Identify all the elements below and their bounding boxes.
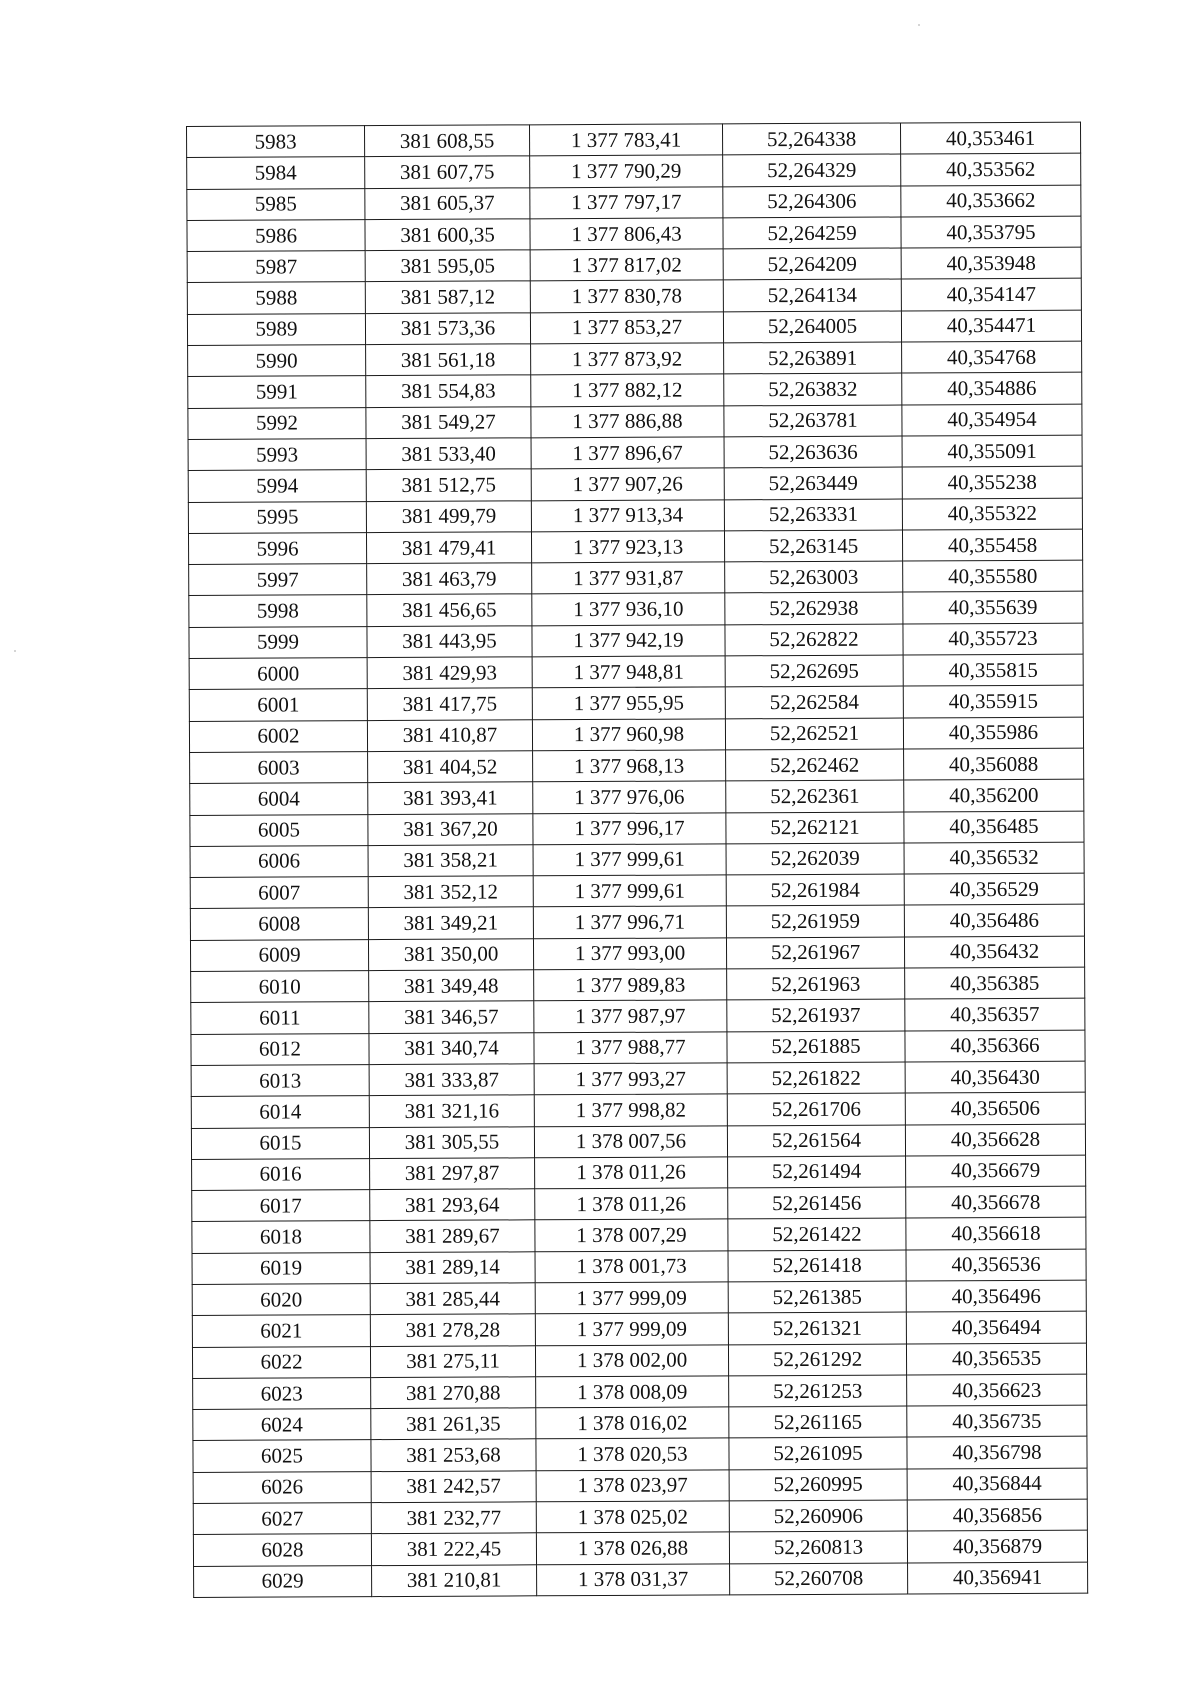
y-coordinate-cell: 1 378 007,29 [535, 1219, 728, 1251]
latitude-cell: 52,263145 [724, 530, 902, 562]
x-coordinate-cell: 381 595,05 [365, 250, 530, 282]
table-row [194, 1562, 1088, 1598]
latitude-cell: 52,264259 [723, 217, 901, 249]
table-row [187, 279, 1081, 315]
table-row [193, 1468, 1087, 1504]
latitude-cell: 52,264134 [723, 279, 901, 311]
latitude-cell: 52,261963 [727, 968, 905, 1000]
x-coordinate-cell: 381 499,79 [366, 500, 531, 532]
point-number-cell: 6022 [192, 1346, 370, 1378]
longitude-cell: 40,356618 [906, 1218, 1086, 1250]
y-coordinate-cell: 1 377 873,92 [531, 343, 724, 375]
point-number-cell: 6021 [192, 1315, 370, 1347]
table-row [191, 1030, 1085, 1066]
table-row [189, 654, 1083, 690]
y-coordinate-cell: 1 377 886,88 [531, 406, 724, 438]
table-row [188, 341, 1082, 377]
point-number-cell: 5984 [187, 157, 365, 189]
point-number-cell: 6024 [193, 1409, 371, 1441]
longitude-cell: 40,355815 [903, 654, 1083, 686]
y-coordinate-cell: 1 377 996,71 [533, 906, 726, 938]
x-coordinate-cell: 381 305,55 [369, 1126, 534, 1158]
latitude-cell: 52,262361 [726, 780, 904, 812]
latitude-cell: 52,261095 [729, 1437, 907, 1469]
table-row [188, 466, 1082, 502]
y-coordinate-cell: 1 377 790,29 [530, 155, 723, 187]
y-coordinate-cell: 1 377 931,87 [532, 562, 725, 594]
longitude-cell: 40,356529 [904, 873, 1084, 905]
point-number-cell: 6005 [190, 814, 368, 846]
latitude-cell: 52,263781 [724, 405, 902, 437]
longitude-cell: 40,355580 [903, 560, 1083, 592]
longitude-cell: 40,356494 [906, 1311, 1086, 1343]
longitude-cell: 40,356496 [906, 1280, 1086, 1312]
latitude-cell: 52,264338 [722, 123, 900, 155]
point-number-cell: 6007 [190, 877, 368, 909]
latitude-cell: 52,262695 [725, 655, 903, 687]
y-coordinate-cell: 1 377 999,09 [535, 1313, 728, 1345]
point-number-cell: 5990 [188, 345, 366, 377]
latitude-cell: 52,262822 [725, 624, 903, 656]
table-row [188, 498, 1082, 534]
point-number-cell: 5989 [187, 313, 365, 345]
x-coordinate-cell: 381 321,16 [369, 1095, 534, 1127]
point-number-cell: 6003 [190, 752, 368, 784]
table-row [193, 1499, 1087, 1535]
table-row [190, 842, 1084, 878]
y-coordinate-cell: 1 377 948,81 [532, 656, 725, 688]
longitude-cell: 40,356879 [907, 1530, 1087, 1562]
latitude-cell: 52,264329 [723, 154, 901, 186]
point-number-cell: 5997 [189, 564, 367, 596]
point-number-cell: 5995 [188, 501, 366, 533]
y-coordinate-cell: 1 377 817,02 [530, 249, 723, 281]
latitude-cell: 52,261564 [727, 1124, 905, 1156]
longitude-cell: 40,354886 [902, 373, 1082, 405]
x-coordinate-cell: 381 289,14 [370, 1251, 535, 1283]
x-coordinate-cell: 381 608,55 [365, 125, 530, 157]
point-number-cell: 5998 [189, 595, 367, 627]
y-coordinate-cell: 1 378 011,26 [535, 1188, 728, 1220]
latitude-cell: 52,260995 [729, 1469, 907, 1501]
y-coordinate-cell: 1 377 923,13 [531, 531, 724, 563]
x-coordinate-cell: 381 210,81 [372, 1564, 537, 1596]
longitude-cell: 40,356536 [906, 1249, 1086, 1281]
y-coordinate-cell: 1 377 797,17 [530, 186, 723, 218]
y-coordinate-cell: 1 377 989,83 [534, 969, 727, 1001]
x-coordinate-cell: 381 340,74 [369, 1032, 534, 1064]
table-row [188, 373, 1082, 409]
x-coordinate-cell: 381 479,41 [366, 532, 531, 564]
point-number-cell: 5988 [187, 282, 365, 314]
table-row [188, 435, 1082, 471]
coordinates-table-wrapper [186, 122, 1082, 1598]
table-row [188, 404, 1082, 440]
table-row [187, 247, 1081, 283]
y-coordinate-cell: 1 378 031,37 [537, 1564, 730, 1596]
y-coordinate-cell: 1 377 783,41 [529, 124, 722, 156]
y-coordinate-cell: 1 377 907,26 [531, 468, 724, 500]
point-number-cell: 6028 [193, 1534, 371, 1566]
latitude-cell: 52,261165 [729, 1406, 907, 1438]
table-row [192, 1155, 1086, 1191]
table-row [190, 748, 1084, 784]
x-coordinate-cell: 381 242,57 [371, 1471, 536, 1503]
table-row [191, 1061, 1085, 1097]
latitude-cell: 52,262584 [725, 686, 903, 718]
y-coordinate-cell: 1 377 853,27 [530, 312, 723, 344]
table-row [193, 1374, 1087, 1410]
x-coordinate-cell: 381 289,67 [370, 1220, 535, 1252]
table-row [192, 1186, 1086, 1222]
y-coordinate-cell: 1 377 987,97 [534, 1000, 727, 1032]
point-number-cell: 6014 [191, 1096, 369, 1128]
table-row [190, 873, 1084, 909]
y-coordinate-cell: 1 378 026,88 [536, 1532, 729, 1564]
x-coordinate-cell: 381 293,64 [370, 1189, 535, 1221]
x-coordinate-cell: 381 232,77 [371, 1502, 536, 1534]
latitude-cell: 52,262039 [726, 843, 904, 875]
latitude-cell: 52,263003 [725, 561, 903, 593]
point-number-cell: 6019 [192, 1252, 370, 1284]
point-number-cell: 5983 [187, 126, 365, 158]
y-coordinate-cell: 1 377 955,95 [532, 687, 725, 719]
x-coordinate-cell: 381 417,75 [367, 688, 532, 720]
table-row [187, 153, 1081, 189]
latitude-cell: 52,262121 [726, 812, 904, 844]
y-coordinate-cell: 1 377 988,77 [534, 1031, 727, 1063]
longitude-cell: 40,356088 [904, 748, 1084, 780]
longitude-cell: 40,356798 [907, 1437, 1087, 1469]
latitude-cell: 52,260906 [729, 1500, 907, 1532]
y-coordinate-cell: 1 378 002,00 [535, 1344, 728, 1376]
y-coordinate-cell: 1 377 968,13 [533, 750, 726, 782]
longitude-cell: 40,354954 [902, 404, 1082, 436]
y-coordinate-cell: 1 378 001,73 [535, 1251, 728, 1283]
table-row [189, 717, 1083, 753]
x-coordinate-cell: 381 463,79 [367, 563, 532, 595]
table-row [190, 905, 1084, 941]
point-number-cell: 6008 [190, 908, 368, 940]
point-number-cell: 5993 [188, 439, 366, 471]
latitude-cell: 52,261292 [728, 1344, 906, 1376]
table-row [192, 1343, 1086, 1379]
latitude-cell: 52,264209 [723, 248, 901, 280]
x-coordinate-cell: 381 222,45 [371, 1533, 536, 1565]
y-coordinate-cell: 1 377 996,17 [533, 812, 726, 844]
point-number-cell: 6010 [191, 971, 369, 1003]
table-row [193, 1437, 1087, 1473]
coordinates-table [186, 122, 1088, 1598]
point-number-cell: 6009 [190, 939, 368, 971]
latitude-cell: 52,261253 [729, 1375, 907, 1407]
y-coordinate-cell: 1 378 020,53 [536, 1438, 729, 1470]
table-row [189, 685, 1083, 721]
longitude-cell: 40,353662 [901, 185, 1081, 217]
table-row [191, 967, 1085, 1003]
y-coordinate-cell: 1 378 016,02 [536, 1407, 729, 1439]
table-row [188, 529, 1082, 565]
point-number-cell: 6016 [192, 1158, 370, 1190]
y-coordinate-cell: 1 377 913,34 [531, 499, 724, 531]
x-coordinate-cell: 381 429,93 [367, 657, 532, 689]
x-coordinate-cell: 381 352,12 [368, 876, 533, 908]
longitude-cell: 40,356679 [906, 1155, 1086, 1187]
x-coordinate-cell: 381 549,27 [366, 406, 531, 438]
table-row [192, 1249, 1086, 1285]
longitude-cell: 40,355723 [903, 623, 1083, 655]
y-coordinate-cell: 1 378 007,56 [534, 1125, 727, 1157]
longitude-cell: 40,356628 [905, 1124, 1085, 1156]
x-coordinate-cell: 381 404,52 [368, 751, 533, 783]
x-coordinate-cell: 381 333,87 [369, 1064, 534, 1096]
x-coordinate-cell: 381 554,83 [366, 375, 531, 407]
latitude-cell: 52,264005 [723, 311, 901, 343]
table-row [192, 1280, 1086, 1316]
longitude-cell: 40,353461 [900, 122, 1080, 154]
y-coordinate-cell: 1 378 023,97 [536, 1470, 729, 1502]
point-number-cell: 6013 [191, 1065, 369, 1097]
point-number-cell: 6018 [192, 1221, 370, 1253]
x-coordinate-cell: 381 456,65 [367, 594, 532, 626]
table-row [187, 122, 1081, 158]
point-number-cell: 5991 [188, 376, 366, 408]
latitude-cell: 52,261937 [727, 999, 905, 1031]
point-number-cell: 5994 [188, 470, 366, 502]
latitude-cell: 52,263832 [724, 373, 902, 405]
table-row [189, 560, 1083, 596]
longitude-cell: 40,356623 [907, 1374, 1087, 1406]
table-row [192, 1311, 1086, 1347]
x-coordinate-cell: 381 350,00 [368, 939, 533, 971]
longitude-cell: 40,355238 [902, 466, 1082, 498]
latitude-cell: 52,261456 [728, 1187, 906, 1219]
longitude-cell: 40,355091 [902, 435, 1082, 467]
longitude-cell: 40,354471 [901, 310, 1081, 342]
longitude-cell: 40,355639 [903, 592, 1083, 624]
y-coordinate-cell: 1 377 993,00 [533, 938, 726, 970]
longitude-cell: 40,353562 [901, 153, 1081, 185]
table-row [193, 1530, 1087, 1566]
point-number-cell: 6027 [193, 1503, 371, 1535]
table-row [190, 936, 1084, 972]
x-coordinate-cell: 381 587,12 [365, 281, 530, 313]
x-coordinate-cell: 381 297,87 [370, 1158, 535, 1190]
x-coordinate-cell: 381 358,21 [368, 845, 533, 877]
x-coordinate-cell: 381 270,88 [371, 1377, 536, 1409]
x-coordinate-cell: 381 561,18 [366, 344, 531, 376]
latitude-cell: 52,261422 [728, 1218, 906, 1250]
x-coordinate-cell: 381 607,75 [365, 156, 530, 188]
x-coordinate-cell: 381 393,41 [368, 782, 533, 814]
y-coordinate-cell: 1 377 942,19 [532, 625, 725, 657]
y-coordinate-cell: 1 377 806,43 [530, 218, 723, 250]
point-number-cell: 6012 [191, 1033, 369, 1065]
latitude-cell: 52,260813 [729, 1531, 907, 1563]
latitude-cell: 52,261984 [726, 874, 904, 906]
x-coordinate-cell: 381 253,68 [371, 1439, 536, 1471]
longitude-cell: 40,354147 [901, 279, 1081, 311]
longitude-cell: 40,356486 [904, 905, 1084, 937]
y-coordinate-cell: 1 377 896,67 [531, 437, 724, 469]
y-coordinate-cell: 1 378 011,26 [535, 1157, 728, 1189]
point-number-cell: 5992 [188, 407, 366, 439]
latitude-cell: 52,261418 [728, 1250, 906, 1282]
scan-speck [14, 650, 16, 652]
x-coordinate-cell: 381 275,11 [370, 1345, 535, 1377]
table-row [192, 1218, 1086, 1254]
latitude-cell: 52,261321 [728, 1312, 906, 1344]
longitude-cell: 40,356357 [905, 998, 1085, 1030]
latitude-cell: 52,263449 [724, 467, 902, 499]
point-number-cell: 6000 [189, 658, 367, 690]
y-coordinate-cell: 1 378 025,02 [536, 1501, 729, 1533]
longitude-cell: 40,355915 [903, 685, 1083, 717]
x-coordinate-cell: 381 285,44 [370, 1283, 535, 1315]
table-row [190, 811, 1084, 847]
point-number-cell: 5996 [188, 532, 366, 564]
point-number-cell: 6004 [190, 783, 368, 815]
point-number-cell: 6025 [193, 1440, 371, 1472]
latitude-cell: 52,263636 [724, 436, 902, 468]
latitude-cell: 52,261494 [728, 1156, 906, 1188]
y-coordinate-cell: 1 377 999,09 [535, 1282, 728, 1314]
table-row [189, 592, 1083, 628]
latitude-cell: 52,262462 [726, 749, 904, 781]
latitude-cell: 52,261385 [728, 1281, 906, 1313]
table-row [187, 310, 1081, 346]
longitude-cell: 40,356735 [907, 1405, 1087, 1437]
latitude-cell: 52,260708 [730, 1563, 908, 1595]
table-row [193, 1405, 1087, 1441]
longitude-cell: 40,356200 [904, 779, 1084, 811]
longitude-cell: 40,356532 [904, 842, 1084, 874]
x-coordinate-cell: 381 278,28 [370, 1314, 535, 1346]
y-coordinate-cell: 1 377 960,98 [532, 719, 725, 751]
point-number-cell: 6015 [191, 1127, 369, 1159]
x-coordinate-cell: 381 533,40 [366, 438, 531, 470]
point-number-cell: 6026 [193, 1471, 371, 1503]
latitude-cell: 52,261706 [727, 1093, 905, 1125]
longitude-cell: 40,356941 [908, 1562, 1088, 1594]
x-coordinate-cell: 381 410,87 [367, 719, 532, 751]
point-number-cell: 6001 [189, 689, 367, 721]
longitude-cell: 40,356535 [906, 1343, 1086, 1375]
coordinates-table-body [187, 122, 1088, 1597]
point-number-cell: 6011 [191, 1002, 369, 1034]
longitude-cell: 40,355322 [902, 498, 1082, 530]
table-row [189, 623, 1083, 659]
point-number-cell: 5999 [189, 626, 367, 658]
longitude-cell: 40,356366 [905, 1030, 1085, 1062]
longitude-cell: 40,353948 [901, 247, 1081, 279]
point-number-cell: 5986 [187, 220, 365, 252]
longitude-cell: 40,355458 [902, 529, 1082, 561]
point-number-cell: 6023 [193, 1377, 371, 1409]
x-coordinate-cell: 381 443,95 [367, 626, 532, 658]
table-row [187, 216, 1081, 252]
y-coordinate-cell: 1 377 993,27 [534, 1063, 727, 1095]
latitude-cell: 52,261967 [726, 937, 904, 969]
y-coordinate-cell: 1 377 999,61 [533, 875, 726, 907]
longitude-cell: 40,354768 [902, 341, 1082, 373]
longitude-cell: 40,356430 [905, 1061, 1085, 1093]
latitude-cell: 52,262521 [725, 718, 903, 750]
x-coordinate-cell: 381 600,35 [365, 219, 530, 251]
latitude-cell: 52,261822 [727, 1062, 905, 1094]
longitude-cell: 40,356506 [905, 1092, 1085, 1124]
x-coordinate-cell: 381 512,75 [366, 469, 531, 501]
table-row [187, 185, 1081, 221]
longitude-cell: 40,356385 [905, 967, 1085, 999]
longitude-cell: 40,356844 [907, 1468, 1087, 1500]
point-number-cell: 6006 [190, 845, 368, 877]
latitude-cell: 52,261959 [726, 905, 904, 937]
x-coordinate-cell: 381 261,35 [371, 1408, 536, 1440]
y-coordinate-cell: 1 377 882,12 [531, 374, 724, 406]
y-coordinate-cell: 1 377 999,61 [533, 844, 726, 876]
latitude-cell: 52,263331 [724, 499, 902, 531]
longitude-cell: 40,353795 [901, 216, 1081, 248]
scan-speck [918, 24, 920, 26]
point-number-cell: 5985 [187, 188, 365, 220]
y-coordinate-cell: 1 377 998,82 [534, 1094, 727, 1126]
x-coordinate-cell: 381 349,21 [368, 907, 533, 939]
longitude-cell: 40,356678 [906, 1186, 1086, 1218]
x-coordinate-cell: 381 573,36 [365, 313, 530, 345]
table-row [190, 779, 1084, 815]
latitude-cell: 52,264306 [723, 186, 901, 218]
point-number-cell: 6029 [194, 1565, 372, 1597]
point-number-cell: 6017 [192, 1190, 370, 1222]
longitude-cell: 40,355986 [903, 717, 1083, 749]
x-coordinate-cell: 381 605,37 [365, 187, 530, 219]
y-coordinate-cell: 1 377 936,10 [532, 593, 725, 625]
y-coordinate-cell: 1 377 976,06 [533, 781, 726, 813]
x-coordinate-cell: 381 367,20 [368, 813, 533, 845]
table-row [191, 1124, 1085, 1160]
table-row [191, 998, 1085, 1034]
table-row [191, 1092, 1085, 1128]
longitude-cell: 40,356432 [904, 936, 1084, 968]
y-coordinate-cell: 1 377 830,78 [530, 280, 723, 312]
point-number-cell: 5987 [187, 251, 365, 283]
x-coordinate-cell: 381 346,57 [369, 1001, 534, 1033]
latitude-cell: 52,261885 [727, 1031, 905, 1063]
longitude-cell: 40,356856 [907, 1499, 1087, 1531]
latitude-cell: 52,263891 [724, 342, 902, 374]
point-number-cell: 6020 [192, 1284, 370, 1316]
point-number-cell: 6002 [189, 720, 367, 752]
longitude-cell: 40,356485 [904, 811, 1084, 843]
latitude-cell: 52,262938 [725, 592, 903, 624]
y-coordinate-cell: 1 378 008,09 [536, 1376, 729, 1408]
x-coordinate-cell: 381 349,48 [369, 970, 534, 1002]
